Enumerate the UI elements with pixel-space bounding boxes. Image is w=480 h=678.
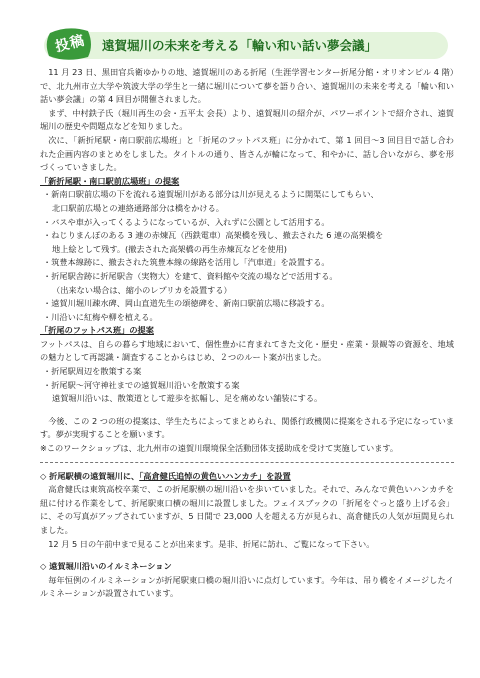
- section-2-title-prefix: ◇ 折尾駅横の遠賀堀川に、: [40, 470, 140, 481]
- section-3-paragraph: 毎年恒例のイルミネーションが折尾駅東口橋の堀川沿いに点灯しています。今年は、吊り橋をイメージしたイルミネーションが設置されています。: [40, 574, 454, 599]
- intro-paragraph-2: まず、中村鉄子氏（堀川再生の会・五平太 会長）より、遠賀堀川の紹介が、パワーポイントで紹介され、遠賀堀川の歴史や問題点などを知りました。: [40, 107, 454, 132]
- article-title: 遠賀堀川の未来を考える「輪い和い話い夢会議」: [102, 38, 378, 53]
- list-item: ・筑豊本線跡に、撤去された筑豊本線の線路を活用し「汽車道」を設置する。: [43, 257, 330, 268]
- intro-paragraph-1: 11 月 23 日、黒田官兵衛ゆかりの地、遠賀堀川のある折尾（生涯学習センター折尾分館・オリオンピル 4 階）で、北九州市立大学や筑波大学の学生と一緒に堀川について夢を語り合い、遠賀堀川の未来を考える「輪い和い話い夢会議」の第 4 回目が開催されました。: [40, 67, 454, 105]
- article-body: [40, 66, 454, 601]
- list-item: 地上絵として残す。(撤去された高架橋の再生赤煉瓦などを使用): [52, 243, 287, 254]
- proposal-1-heading: 「新折尾駅・南口駅前広場班」の提案: [40, 175, 180, 186]
- list-item: ・遠賀川堀川疎水碑、岡山直道先生の頌徳碑を、新南口駅前広場に移設する。: [43, 298, 330, 309]
- intro-paragraph-3: 次に、「新折尾駅・南口駅前広場班」と「折尾のフットパス班」に分かれて、第 1 回目〜3 回目目で話し合われた企画内容のまとめをしました。タイトルの通り、皆さんが輪になって、和やかに、話し合いながら、夢を形づくっていきました。: [40, 134, 454, 173]
- list-item: ・新南口駅前広場の下を流れる遠賀堀川がある部分は川が見えるように開渠にしてもらい、: [43, 189, 379, 200]
- proposal-2-heading: 「折尾のフットパス班」の提案: [40, 325, 154, 336]
- list-item: ・ねじりまんぽのある 3 連の赤煉瓦（西鉄電車）高架橋を残し、撤去された 6 連の高架橋を: [43, 230, 384, 241]
- section-divider: [40, 462, 454, 463]
- section-2-paragraph-1: 高倉健氏は東筑高校卒業で、この折尾駅横の堀川沿いを歩いていました。それで、みんなで黄色いハンカチを紐に付ける作業をして、折尾駅東口横の堀川に設置しました。フェイスブックの「折尾をぐっと盛り上げる会」に、その写真がアップされていますが、5 日間で 23,000 人を超える方が見られ、高倉健氏の人気が垣間見られました。: [40, 484, 454, 535]
- list-item: （出来ない場合は、縮小のレプリカを設置する）: [52, 284, 232, 295]
- list-item: ・バスや車が入ってくるようになっているが、入れずに公園として活用する。: [43, 216, 330, 227]
- list-item: ・折尾駅周辺を散策する案: [43, 366, 142, 377]
- proposal-2-list: [40, 365, 454, 406]
- proposal-2-paragraph: フットパスは、自らの暮らす地域において、個性豊かに育まれてきた文化・歴史・産業・景観等の資源を、地域の魅力として再認識・調査することからはじめ、２つのルート案が出ました。: [40, 338, 454, 363]
- section-2-title-highlight: 「高倉健氏追悼の黄色いハンカチ」を設置: [139, 470, 291, 481]
- closing-paragraph: 今後、この 2 つの班の提案は、学生たちによってまとめられ、関係行政機関に提案をされる予定になっています。夢が実現することを願います。: [40, 415, 454, 440]
- section-3-title: ◇ 遠賀堀川沿いのイルミネーション: [40, 561, 172, 572]
- contribution-badge-label: 投稿: [53, 32, 87, 56]
- section-2-title: [40, 470, 454, 484]
- list-item: ・折尾駅〜河守神社までの遠賀堀川沿いを散策する案: [43, 379, 240, 390]
- grant-note: ※このワークショップは、北九州市の遠賀川環境保全活動団体支援助成を受けて実施しています。: [40, 443, 399, 454]
- proposal-1-list: [40, 188, 454, 324]
- list-item: ・折尾駅舎跡に折尾駅舎（実物大）を建て、資料館や交流の場などで活用する。: [43, 270, 338, 281]
- section-2-paragraph-2: 12 月 5 日の午前中まで見ることが出来ます。是非、折尾に訪れ、ご覧になって下さい。: [48, 538, 375, 549]
- list-item: 遠賀堀川沿いは、散策道として遊歩を拡幅し、足を痛めない舗装にする。: [52, 393, 323, 404]
- list-item: 北口駅前広場との連絡通路部分は橋をかける。: [52, 202, 224, 213]
- list-item: ・川沿いに紅梅や柳を植える。: [43, 311, 158, 322]
